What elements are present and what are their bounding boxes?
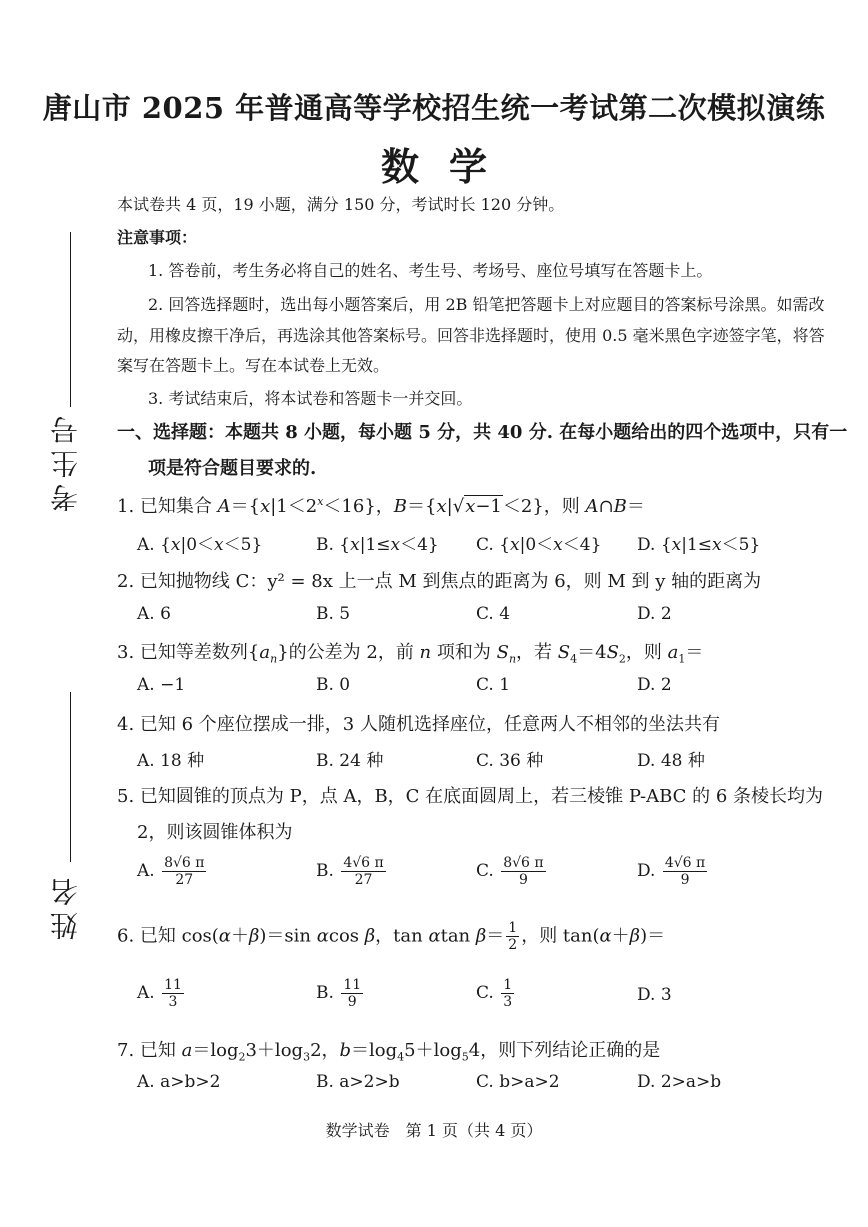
option-c: C. $\frac{1}{3}$ — [476, 977, 513, 1010]
option-d: D. $\frac{4√6 \pi}{9}$ — [637, 855, 706, 888]
option-c: C. {x|0＜x＜4} — [476, 535, 602, 555]
option-a: A. 18 种 — [137, 751, 205, 771]
notice-item: 案写在答题卡上。写在本试卷上无效。 — [117, 356, 390, 375]
subject-title: 数学 — [380, 144, 517, 189]
option-b: B. 24 种 — [316, 751, 384, 771]
question-4: 4. 已知 6 个座位摆成一排，3 人随机选择座位，任意两人不相邻的坐法共有 — [117, 714, 720, 735]
option-d: D. {x|1≤x＜5} — [637, 535, 761, 555]
question-6: 6. 已知 cos(α＋β)＝sin αcos β，tan αtan β＝ $\frac{1}{2}$ ，则 tan(α＋β)＝ — [117, 920, 666, 953]
option-d: D. 2 — [637, 604, 672, 624]
exam-intro: 本试卷共 4 页，19 小题，满分 150 分，考试时长 120 分钟。 — [117, 195, 565, 214]
question-5-cont: 2，则该圆锥体积为 — [137, 822, 293, 843]
question-7: 7. 已知 $a=\log_23+\log_32$，$b=\log_45+\log_54$，则下列结论正确的是 — [117, 1040, 661, 1064]
option-b: B. $\frac{11}{9}$ — [316, 977, 362, 1010]
option-c: C. b>a>2 — [476, 1072, 560, 1092]
option-b: B. a>2>b — [316, 1072, 400, 1092]
section-heading-cont: 项是符合题目要求的. — [148, 458, 317, 479]
notice-heading: 注意事项： — [117, 228, 198, 247]
option-b: B. 5 — [316, 604, 351, 624]
exam-no-underline — [70, 232, 71, 407]
option-a: A. −1 — [137, 675, 186, 695]
option-a: A. $\frac{8√6 \pi}{27}$ — [137, 855, 205, 888]
option-b: B. $\frac{4√6 \pi}{27}$ — [316, 855, 384, 888]
name-underline — [70, 692, 71, 862]
exam-no-label: 考生号 — [49, 410, 82, 512]
option-a: A. {x|0＜x＜5} — [137, 535, 263, 555]
notice-item: 3. 考试结束后，将本试卷和答题卡一并交回。 — [148, 389, 473, 408]
option-b: B. 0 — [316, 675, 351, 695]
page-footer: 数学试卷 第 1 页（共 4 页） — [325, 1121, 543, 1140]
option-c: C. 36 种 — [476, 751, 544, 771]
option-d: D. 48 种 — [637, 751, 705, 771]
option-d: D. 3 — [637, 985, 672, 1005]
question-1: 1. 已知集合 $A=\{x|1<2^x<16\}$，B＝{x|√x−1＜2}，则 A∩B＝ — [117, 495, 645, 517]
option-c: C. $\frac{8√6 \pi}{9}$ — [476, 855, 544, 888]
option-c: C. 1 — [476, 675, 511, 695]
option-a: A. $\frac{11}{3}$ — [137, 977, 182, 1010]
exam-title: 唐山市 2025 年普通高等学校招生统一考试第二次模拟演练 — [42, 91, 826, 125]
notice-item: 动，用橡皮擦干净后，再选涂其他答案标号。回答非选择题时，使用 0.5 毫米黑色字迹签字笔，将答 — [117, 326, 825, 345]
notice-item: 2. 回答选择题时，选出每小题答案后，用 2B 铅笔把答题卡上对应题目的答案标号涂黑。如需改 — [148, 295, 825, 314]
option-a: A. 6 — [137, 604, 171, 624]
option-b: B. {x|1≤x＜4} — [316, 535, 439, 555]
question-2: 2. 已知抛物线 C：y² = 8x 上一点 M 到焦点的距离为 6，则 M 到 y 轴的距离为 — [117, 571, 762, 592]
option-a: A. a>b>2 — [137, 1072, 221, 1092]
question-3: 3. 已知等差数列$\{a_n\}$的公差为 2，前 n 项和为 $S_n$，若 $S_4=4S_2$，则 $a_1=$ — [117, 642, 704, 666]
option-c: C. 4 — [476, 604, 511, 624]
notice-item: 1. 答卷前，考生务必将自己的姓名、考生号、考场号、座位号填写在答题卡上。 — [148, 261, 713, 280]
option-d: D. 2>a>b — [637, 1072, 722, 1092]
section-heading: 一、选择题：本题共 8 小题，每小题 5 分，共 40 分. 在每小题给出的四个选项中，只有一 — [117, 422, 848, 443]
name-label: 姓名 — [49, 872, 82, 940]
option-d: D. 2 — [637, 675, 672, 695]
question-5: 5. 已知圆锥的顶点为 P，点 A，B，C 在底面圆周上，若三棱锥 P-ABC 的 6 条棱长均为 — [117, 786, 824, 807]
